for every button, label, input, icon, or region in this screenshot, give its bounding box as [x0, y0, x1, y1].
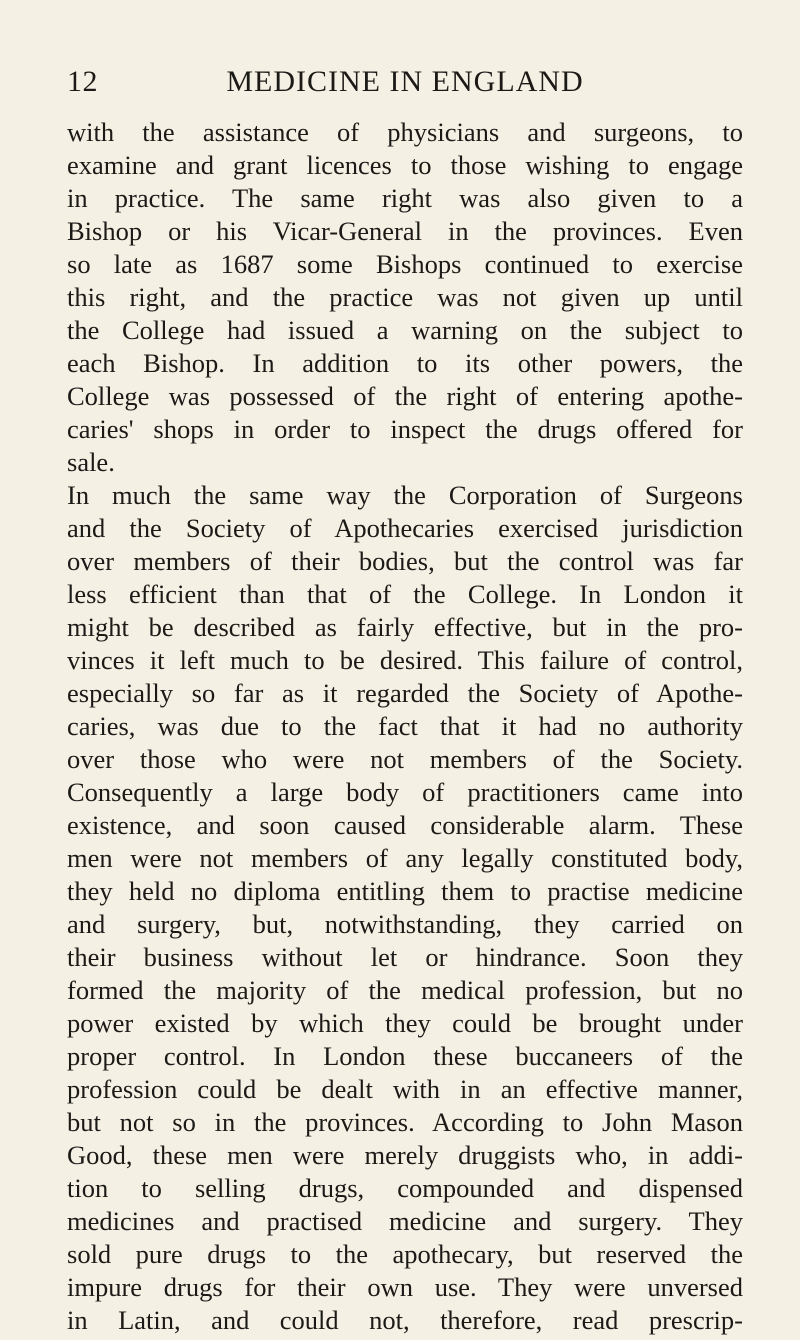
text-line: in Latin, and could not, therefore, read prescrip- [67, 1305, 743, 1335]
page-number: 12 [67, 65, 98, 98]
text-line: they held no diploma entitling them to practise medicine [67, 876, 743, 906]
text-line: medicines and practised medicine and surgery. They [67, 1206, 743, 1236]
text-line: but not so in the provinces. According to John Mason [67, 1107, 743, 1137]
text-line: caries, was due to the fact that it had no authority [67, 711, 743, 741]
text-line: proper control. In London these buccaneers of the [67, 1041, 743, 1071]
text-line: power existed by which they could be brought under [67, 1008, 743, 1038]
text-line: over those who were not members of the Society. [67, 744, 743, 774]
text-line: less efficient than that of the College. In London it [67, 579, 743, 609]
text-line: and surgery, but, notwithstanding, they carried on [67, 909, 743, 939]
text-line: in practice. The same right was also given to a [67, 183, 743, 213]
text-line: College was possessed of the right of entering apothe- [67, 381, 743, 411]
text-line: their business without let or hindrance. Soon they [67, 942, 743, 972]
text-line: Bishop or his Vicar-General in the provinces. Even [67, 216, 743, 246]
text-line: might be described as fairly effective, but in the pro- [67, 612, 743, 642]
text-line: impure drugs for their own use. They were unversed [67, 1272, 743, 1302]
text-line: over members of their bodies, but the control was far [67, 546, 743, 576]
text-line: existence, and soon caused considerable alarm. These [67, 810, 743, 840]
text-line: the College had issued a warning on the subject to [67, 315, 743, 345]
text-line: formed the majority of the medical profession, but no [67, 975, 743, 1005]
text-line: men were not members of any legally constituted body, [67, 843, 743, 873]
text-line: with the assistance of physicians and surgeons, to [67, 117, 743, 147]
text-line: sold pure drugs to the apothecary, but reserved the [67, 1239, 743, 1269]
text-line: vinces it left much to be desired. This failure of control, [67, 645, 743, 675]
text-line: profession could be dealt with in an effective manner, [67, 1074, 743, 1104]
text-line: each Bishop. In addition to its other powers, the [67, 348, 743, 378]
text-line: this right, and the practice was not given up until [67, 282, 743, 312]
paragraph-start-line: In much the same way the Corporation of Surgeons [67, 480, 743, 510]
running-head [67, 62, 743, 102]
text-line: and the Society of Apothecaries exercised jurisdiction [67, 513, 743, 543]
text-line: Good, these men were merely druggists who, in addi- [67, 1140, 743, 1170]
running-title: MEDICINE IN ENGLAND [226, 65, 584, 98]
text-line: so late as 1687 some Bishops continued to exercise [67, 249, 743, 279]
text-line: especially so far as it regarded the Society of Apothe- [67, 678, 743, 708]
text-line: examine and grant licences to those wishing to engage [67, 150, 743, 180]
text-line: tion to selling drugs, compounded and dispensed [67, 1173, 743, 1203]
text-line: sale. [67, 447, 115, 477]
text-line: Consequently a large body of practitioners came into [67, 777, 743, 807]
text-line: caries' shops in order to inspect the drugs offered for [67, 414, 743, 444]
